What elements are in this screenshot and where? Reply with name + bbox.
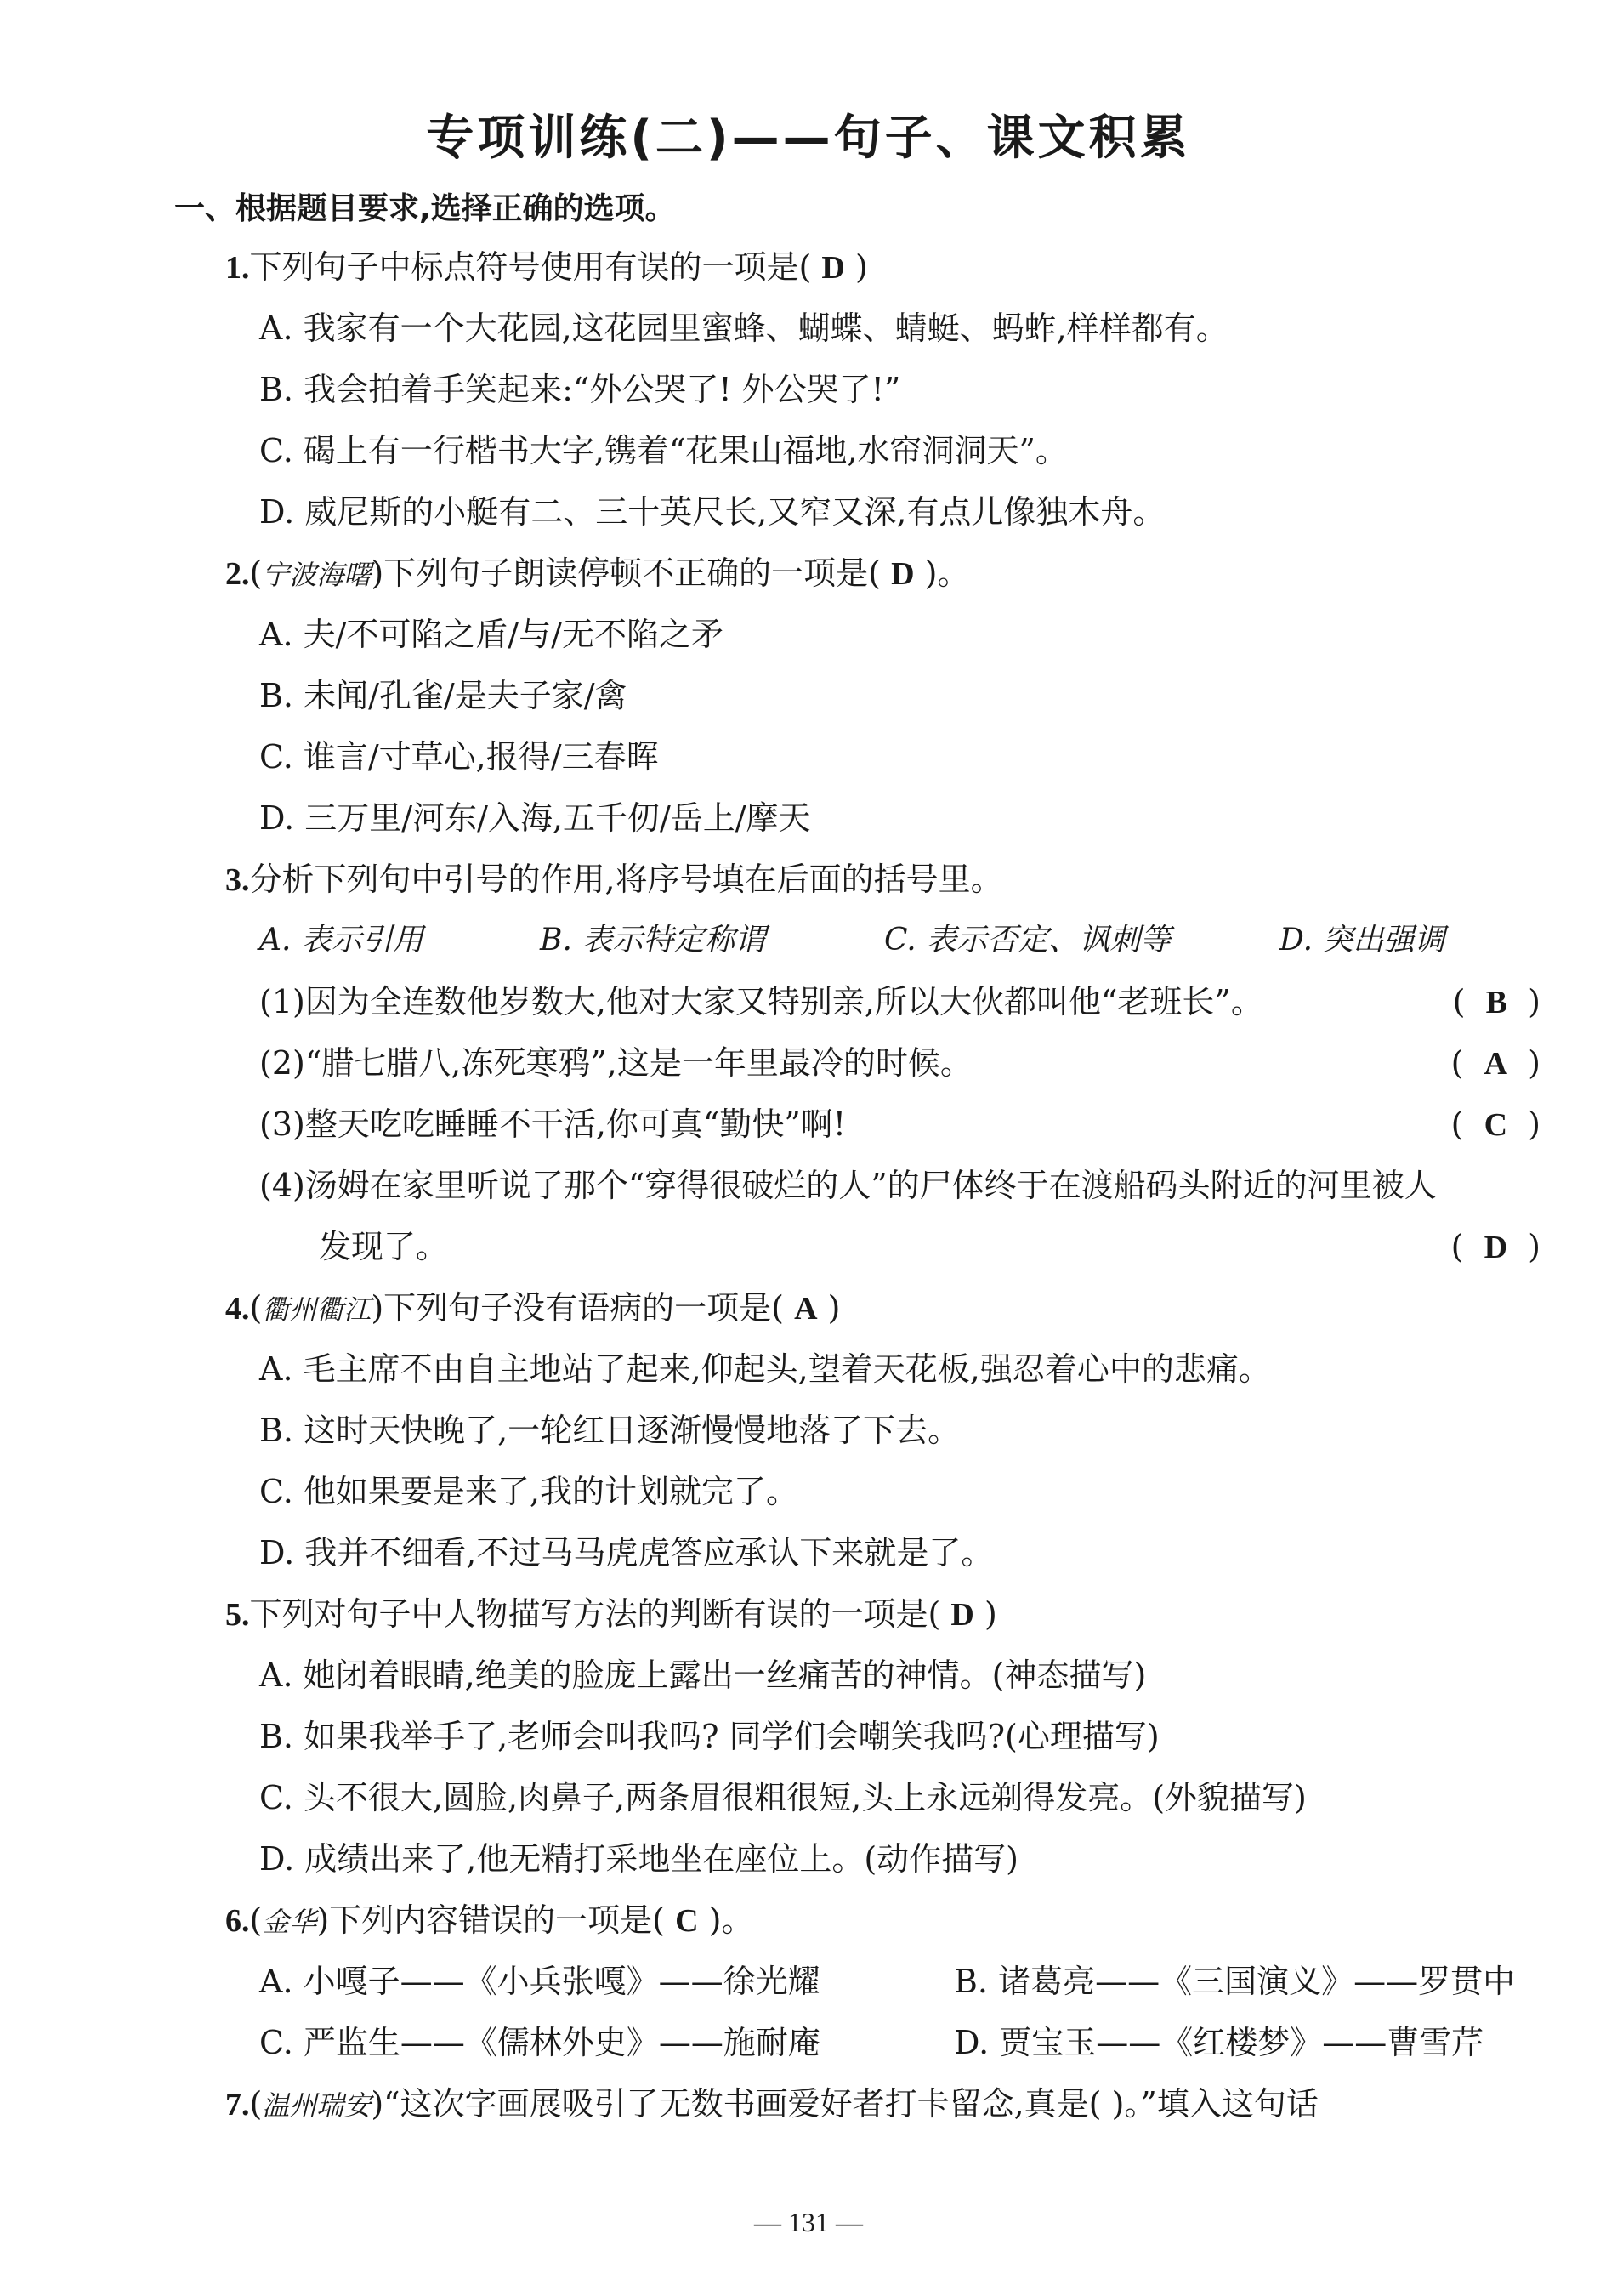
option: A. 她闭着眼睛,绝美的脸庞上露出一丝痛苦的神情。(神态描写)	[259, 1657, 1147, 1694]
option: D. 威尼斯的小艇有二、三十英尺长,又窄又深,有点儿像独木舟。	[259, 493, 1166, 531]
question-number: 4.	[225, 1291, 250, 1327]
sub-item: (3)整天吃吃睡睡不干活,你可真“勤快”啊!	[259, 1105, 847, 1143]
option: D. 成绩出来了,他无精打采地坐在座位上。(动作描写)	[259, 1840, 1019, 1878]
question-number: 2.	[225, 556, 250, 592]
option: B. 我会拍着手笑起来:“外公哭了! 外公哭了!”	[259, 371, 901, 408]
question-stem-end: )。	[924, 554, 970, 592]
sub-item: (4)汤姆在家里听说了那个“穿得很破烂的人”的尸体终于在渡船码头附近的河里被人	[259, 1167, 1437, 1204]
option: D. 三万里/河东/入海,五千仞/岳上/摩天	[259, 799, 811, 837]
option: C. 谁言/寸草心,报得/三春晖	[259, 738, 659, 776]
question-stem-end: )。	[708, 1901, 754, 1939]
question-number: 7.	[225, 2087, 250, 2123]
question-3	[225, 859, 1003, 901]
question-number: 3.	[225, 862, 250, 898]
option: A. 我家有一个大花园,这花园里蜜蜂、蝴蝶、蜻蜓、蚂蚱,样样都有。	[259, 310, 1228, 347]
question-source: 衢州衢江	[262, 1293, 372, 1326]
sub-item-answer: ( D )	[1450, 1228, 1540, 1265]
option: B. 这时天快晚了,一轮红日逐渐慢慢地落了下去。	[259, 1412, 961, 1449]
sub-item-answer: ( A )	[1450, 1044, 1540, 1082]
question-number: 6.	[225, 1903, 250, 1939]
sub-item-answer: ( B )	[1452, 983, 1540, 1020]
question-1	[225, 247, 868, 288]
option: A. 毛主席不由自主地站了起来,仰起头,望着天花板,强忍着心中的悲痛。	[259, 1350, 1271, 1388]
question-stem: 下列句子中标点符号使用有误的一项是(	[249, 248, 812, 286]
option: C. 头不很大,圆脸,肉鼻子,两条眉很粗很短,头上永远剃得发亮。(外貌描写)	[259, 1779, 1307, 1816]
choice: D. 突出强调	[1279, 923, 1445, 958]
option: A. 小嘎子——《小兵张嘎》——徐光耀	[259, 1963, 820, 2000]
question-4: 4.(衢州衢江)下列句子没有语病的一项是( A )	[225, 1289, 841, 1327]
question-stem: “这次字画展吸引了无数书画爱好者打卡留念,真是( )。”填入这句话	[383, 2085, 1319, 2123]
question-source: 宁波海曙	[262, 559, 372, 591]
question-number: 5.	[225, 1597, 250, 1633]
option: C. 严监生——《儒林外史》——施耐庵	[259, 2024, 820, 2061]
option: B. 如果我举手了,老师会叫我吗? 同学们会嘲笑我吗?(心理描写)	[259, 1718, 1160, 1755]
page-number: — 131 —	[754, 2207, 863, 2237]
option: D. 贾宝玉——《红楼梦》——曹雪芹	[954, 2024, 1484, 2061]
answer: C	[675, 1903, 699, 1939]
question-stem: 分析下列句中引号的作用,将序号填在后面的括号里。	[249, 861, 1003, 898]
question-7: 7.(温州瑞安)“这次字画展吸引了无数书画爱好者打卡留念,真是( )。”填入这句话	[225, 2085, 1319, 2123]
question-stem-end: )	[984, 1595, 997, 1633]
question-source: 温州瑞安	[262, 2089, 372, 2122]
question-stem: 下列对句子中人物描写方法的判断有误的一项是(	[249, 1595, 941, 1633]
answer: A	[794, 1291, 818, 1327]
option: A. 夫/不可陷之盾/与/无不陷之矛	[259, 616, 724, 653]
option: D. 我并不细看,不过马马虎虎答应承认下来就是了。	[259, 1534, 994, 1571]
answer: D	[821, 250, 845, 286]
question-5	[225, 1594, 997, 1635]
question-stem-end: )	[827, 1289, 841, 1327]
choice: B. 表示特定称谓	[540, 923, 766, 958]
question-stem: 下列句子朗读停顿不正确的一项是(	[383, 554, 881, 592]
question-stem: 下列句子没有语病的一项是(	[383, 1289, 784, 1327]
option: C. 他如果要是来了,我的计划就完了。	[259, 1473, 798, 1510]
answer: D	[891, 556, 915, 592]
option: B. 未闻/孔雀/是夫子家/禽	[259, 677, 627, 714]
question-stem: 下列内容错误的一项是(	[329, 1901, 665, 1939]
question-number: 1.	[225, 250, 250, 286]
option: B. 诸葛亮——《三国演义》——罗贯中	[954, 1963, 1516, 2000]
sub-item: (2)“腊七腊八,冻死寒鸦”,这是一年里最冷的时候。	[259, 1044, 973, 1082]
question-2: 2.(宁波海曙)下列句子朗读停顿不正确的一项是( D )。	[225, 554, 970, 592]
answer: D	[950, 1597, 974, 1633]
choice: C. 表示否定、讽刺等	[884, 923, 1172, 958]
section-heading: 一、根据题目要求,选择正确的选项。	[174, 191, 676, 226]
sub-item-continued: 发现了。	[319, 1228, 449, 1265]
option: C. 碣上有一行楷书大字,镌着“花果山福地,水帘洞洞天”。	[259, 432, 1068, 469]
question-stem-end: )	[854, 248, 868, 286]
sub-item: (1)因为全连数他岁数大,他对大家又特别亲,所以大伙都叫他“老班长”。	[259, 983, 1263, 1020]
choice: A. 表示引用	[259, 923, 423, 958]
question-source: 金华	[262, 1906, 317, 1938]
sub-item-answer: ( C )	[1450, 1105, 1540, 1143]
question-6: 6.(金华)下列内容错误的一项是( C )。	[225, 1901, 754, 1939]
page-title: 专项训练(二)——句子、课文积累	[426, 111, 1191, 166]
